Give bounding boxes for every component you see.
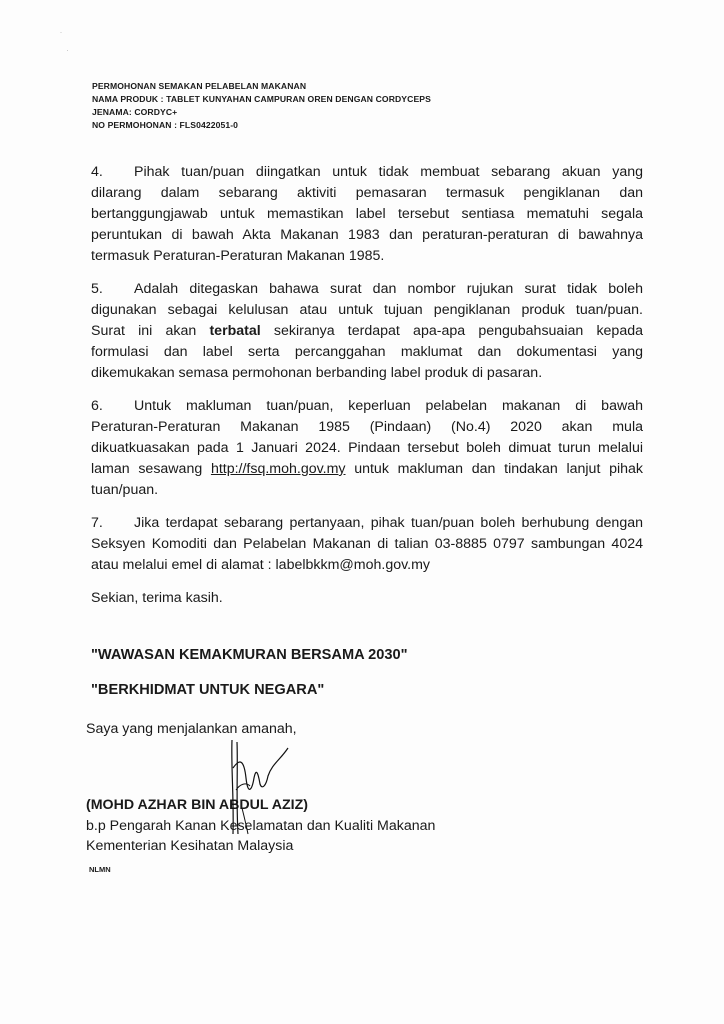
paragraph-5 <box>91 279 643 384</box>
paragraph-line: dikuatkuasakan pada 1 Januari 2024. Pindaan tersebut boleh dimuat turun melalui <box>91 440 643 456</box>
signer-name: (MOHD AZHAR BIN ABDUL AZIZ) <box>86 797 308 813</box>
paragraph-number: 7. <box>91 515 103 531</box>
paragraph-line: formulasi dan label serta percanggahan maklumat dan dokumentasi yang <box>91 344 643 360</box>
paragraph-line: tuan/puan. <box>91 482 159 498</box>
paragraph-line: termasuk Peraturan-Peraturan Makanan 1985. <box>91 248 385 264</box>
paragraph-line <box>91 279 643 300</box>
signoff-line: Saya yang menjalankan amanah, <box>86 721 297 737</box>
paragraph-line <box>91 459 643 480</box>
header-application-number: NO PERMOHONAN : FLS0422051-0 <box>92 120 239 130</box>
paragraph-line: peruntukan di bawah Akta Makanan 1983 dan peraturan-peraturan di bawahnya <box>91 227 643 243</box>
header-subject: PERMOHONAN SEMAKAN PELABELAN MAKANAN <box>92 81 307 91</box>
header-brand: JENAMA: CORDYC+ <box>92 107 178 117</box>
paragraph-line <box>91 162 643 183</box>
emphasis-terbatal: terbatal <box>209 323 261 339</box>
scan-specks: · · <box>60 30 72 54</box>
paragraph-text: Surat ini akan <box>91 323 210 339</box>
paragraph-number: 6. <box>91 398 103 414</box>
paragraph-line: Peraturan-Peraturan Makanan 1985 (Pindaan) (No.4) 2020 akan mula <box>91 419 643 435</box>
paragraph-line: dikemukakan semasa permohonan berbanding label produk di pasaran. <box>91 365 543 381</box>
paragraph-line: digunakan sebagai kelulusan atau untuk tujuan pengiklanan produk tuan/puan. <box>91 302 643 318</box>
paragraph-4 <box>91 162 643 267</box>
paragraph-number: 4. <box>91 164 103 180</box>
paragraph-line: dilarang dalam sebarang aktiviti pemasaran termasuk pengiklanan dan <box>91 185 643 201</box>
paragraph-line <box>91 513 643 534</box>
fsq-website-link[interactable]: http://fsq.moh.gov.my <box>210 461 346 477</box>
paragraph-line <box>91 396 643 417</box>
paragraph-text: sekiranya terdapat apa-apa pengubahsuaian kepada <box>260 323 643 339</box>
paragraph-text: Adalah ditegaskan bahawa surat dan nombor rujukan surat tidak boleh <box>134 281 643 297</box>
motto-wawasan: "WAWASAN KEMAKMURAN BERSAMA 2030" <box>91 647 408 663</box>
paragraph-text: Pihak tuan/puan diingatkan untuk tidak membuat sebarang akuan yang <box>134 164 643 180</box>
paragraph-number: 5. <box>91 281 103 297</box>
header-product-name: NAMA PRODUK : TABLET KUNYAHAN CAMPURAN OREN DENGAN CORDYCEPS <box>92 94 431 104</box>
paragraph-line: bertanggungjawab untuk memastikan label tersebut sentiasa mematuhi segala <box>91 206 643 222</box>
letter-header <box>92 80 431 132</box>
paragraph-text: Untuk makluman tuan/puan, keperluan pelabelan makanan di bawah <box>134 398 643 414</box>
paragraph-text: laman sesawang <box>91 461 211 477</box>
paragraph-line <box>91 321 643 342</box>
signer-role: b.p Pengarah Kanan Keselamatan dan Kualiti Makanan <box>86 818 436 834</box>
reference-initials: NLMN <box>89 865 111 874</box>
paragraph-line: Seksyen Komoditi dan Pelabelan Makanan di talian 03-8885 0797 sambungan 4024 <box>91 536 643 552</box>
paragraph-6 <box>91 396 643 501</box>
paragraph-line: atau melalui emel di alamat : labelbkkm@moh.gov.my <box>91 557 431 573</box>
signer-ministry: Kementerian Kesihatan Malaysia <box>86 838 294 854</box>
paragraph-text: untuk makluman dan tindakan lanjut pihak <box>345 461 643 477</box>
handwritten-signature <box>228 738 298 836</box>
closing-remark: Sekian, terima kasih. <box>91 590 223 606</box>
paragraph-text: Jika terdapat sebarang pertanyaan, pihak tuan/puan boleh berhubung dengan <box>134 515 643 531</box>
paragraph-7 <box>91 513 643 576</box>
motto-berkhidmat: "BERKHIDMAT UNTUK NEGARA" <box>91 682 325 698</box>
